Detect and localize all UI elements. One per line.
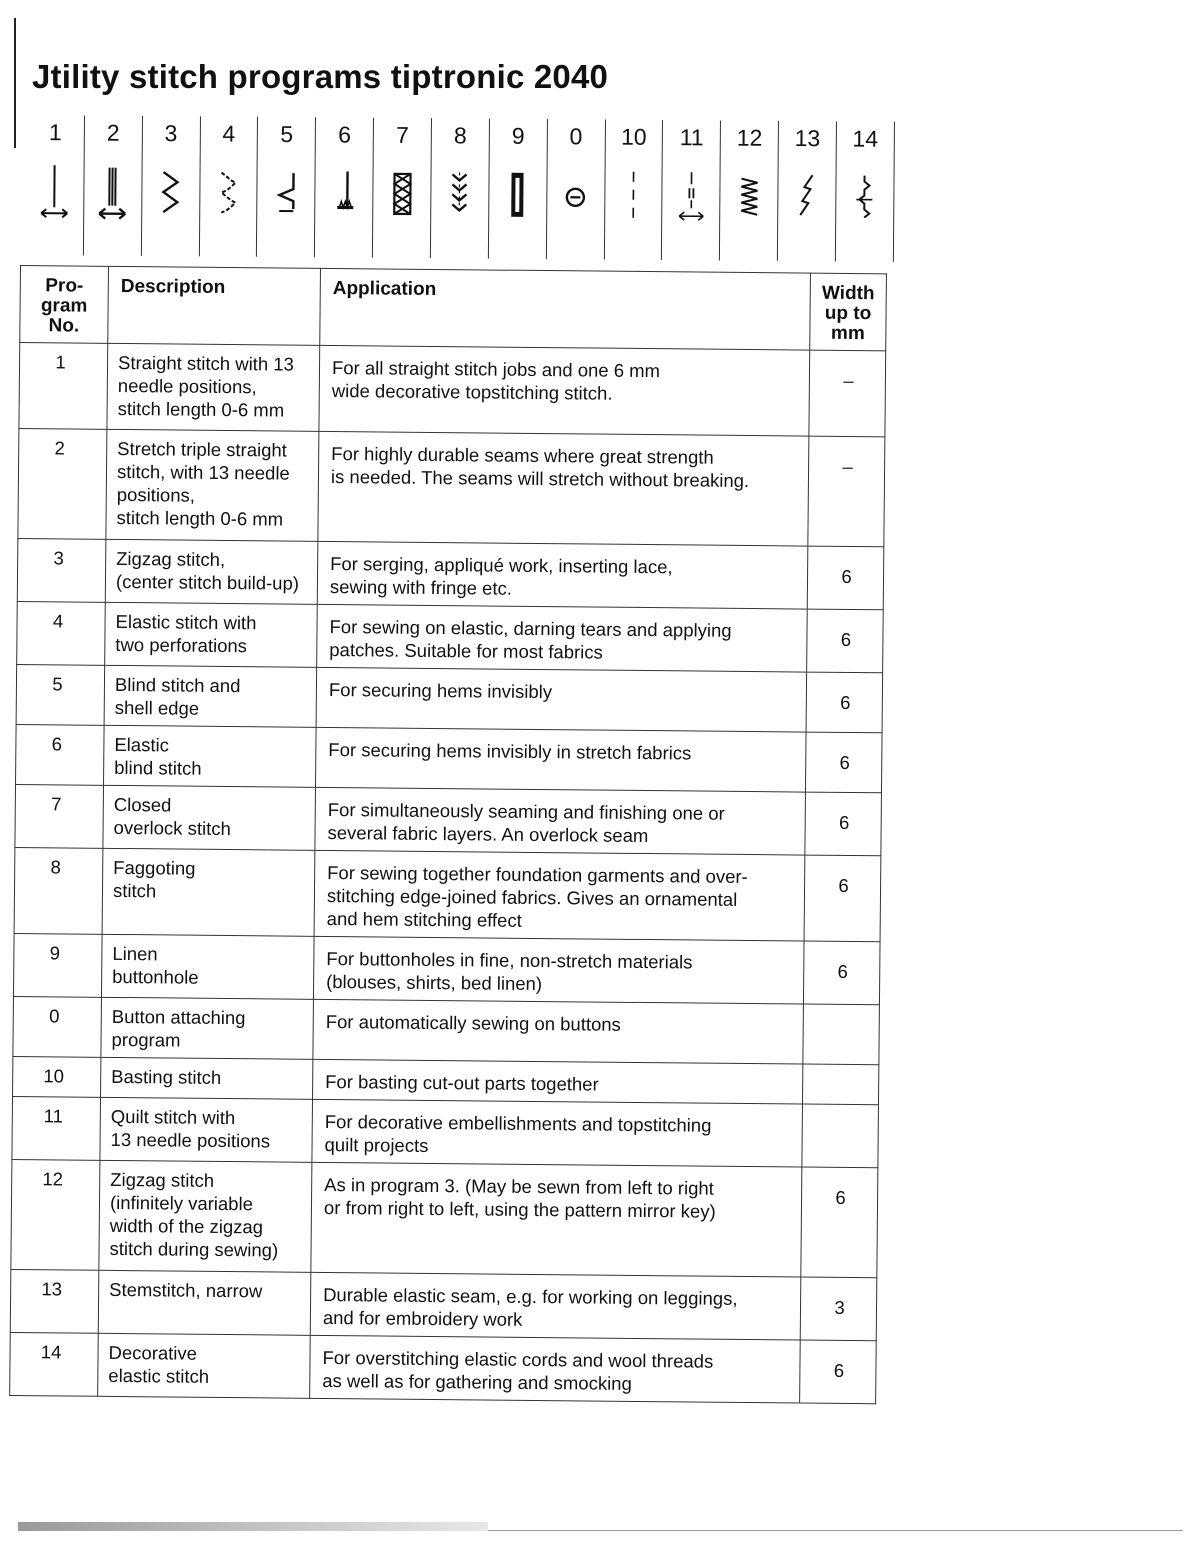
program-number: 9 bbox=[13, 933, 102, 997]
button-attach-icon bbox=[558, 163, 593, 227]
stitch-application: For basting cut-out parts together bbox=[313, 1059, 803, 1104]
basting-stitch-icon bbox=[616, 164, 651, 228]
stitch-application: For buttonholes in fine, non-stretch materials (blouses, shirts, bed linen) bbox=[313, 936, 804, 1004]
stitch-description: Closed overlock stitch bbox=[103, 785, 316, 850]
stitch-width bbox=[803, 1004, 880, 1065]
stitch-number: 11 bbox=[679, 124, 704, 151]
page-title: Jtility stitch programs tiptronic 2040 bbox=[32, 58, 609, 95]
stitch-cell-2 bbox=[84, 115, 143, 255]
table-row bbox=[18, 428, 885, 546]
stitch-number: 10 bbox=[620, 123, 647, 150]
stitch-number: 5 bbox=[280, 120, 294, 148]
table-row bbox=[15, 784, 882, 855]
stitch-width: 6 bbox=[801, 1167, 878, 1278]
program-number: 5 bbox=[16, 664, 105, 725]
stitch-description: Stretch triple straight stitch, with 13 needle positions, stitch length 0-6 mm bbox=[106, 429, 319, 541]
stitch-number: 1 bbox=[48, 119, 62, 146]
stitch-cell-0 bbox=[547, 119, 606, 259]
stitch-cell-14 bbox=[836, 121, 895, 261]
stitch-cell-3 bbox=[142, 116, 201, 256]
elastic-blind-stitch-icon bbox=[327, 161, 362, 225]
stitch-number: 4 bbox=[222, 120, 236, 147]
stitch-cell-7 bbox=[373, 118, 432, 258]
program-number: 11 bbox=[12, 1096, 101, 1160]
stitch-cell-11 bbox=[662, 120, 721, 260]
stitch-width: 3 bbox=[800, 1277, 877, 1341]
table-row bbox=[12, 1096, 879, 1167]
stitch-width: 6 bbox=[807, 546, 884, 610]
program-number: 0 bbox=[13, 996, 102, 1057]
quilt-stitch-icon bbox=[674, 164, 709, 228]
stitch-description: Zigzag stitch (infinitely variable width of the zigzag stitch during sewing) bbox=[99, 1160, 312, 1272]
stitch-description: Decorative elastic stitch bbox=[98, 1333, 311, 1398]
program-number: 10 bbox=[13, 1056, 101, 1097]
program-number: 3 bbox=[17, 538, 106, 602]
stitch-description: Basting stitch bbox=[101, 1057, 313, 1099]
stitch-description: Blind stitch and shell edge bbox=[104, 665, 317, 727]
stitch-number: 2 bbox=[106, 119, 120, 146]
stitch-cell-4 bbox=[199, 116, 258, 256]
stitch-application: For decorative embellishments and topstitching quilt projects bbox=[312, 1099, 803, 1167]
stitch-application: For highly durable seams where great strength is needed. The seams will stretch without breaking. bbox=[318, 431, 809, 546]
stitch-program-table bbox=[9, 265, 887, 1404]
stitch-description: Elastic blind stitch bbox=[104, 725, 317, 787]
stitch-cell-6 bbox=[315, 117, 374, 257]
stitch-cell-8 bbox=[431, 118, 490, 258]
header-application: Application bbox=[320, 268, 811, 350]
stitch-application: For securing hems invisibly in stretch fabrics bbox=[315, 727, 806, 792]
table-row bbox=[14, 847, 881, 941]
stitch-number: 8 bbox=[453, 122, 467, 149]
program-number: 2 bbox=[18, 428, 107, 539]
stitch-application: For automatically sewing on buttons bbox=[313, 999, 804, 1064]
header-description: Description bbox=[108, 266, 321, 345]
table-row bbox=[19, 343, 886, 437]
stitch-description: Faggoting stitch bbox=[102, 848, 315, 936]
page-margin-line bbox=[14, 18, 16, 148]
stitch-description: Linen buttonhole bbox=[101, 934, 314, 999]
program-number: 7 bbox=[15, 784, 104, 848]
stitch-description: Straight stitch with 13 needle positions, stitch length 0-6 mm bbox=[107, 343, 320, 431]
stitch-cell-10 bbox=[604, 120, 663, 260]
decorative-elastic-icon bbox=[848, 165, 883, 229]
stitch-width: – bbox=[808, 436, 885, 547]
stitch-width: 6 bbox=[803, 941, 880, 1005]
buttonhole-icon bbox=[500, 163, 535, 227]
stitch-cell-5 bbox=[257, 117, 316, 257]
stitch-number: 3 bbox=[164, 120, 178, 147]
stitch-width bbox=[802, 1104, 879, 1168]
stitch-description: Zigzag stitch, (center stitch build-up) bbox=[105, 539, 318, 604]
stitch-number: 12 bbox=[736, 124, 763, 151]
stitch-cell-9 bbox=[489, 119, 548, 259]
stitch-width: – bbox=[809, 350, 886, 437]
header-width: Width up to mm bbox=[810, 273, 887, 351]
stitch-description: Elastic stitch with two perforations bbox=[105, 602, 318, 667]
stitch-application: For sewing together foundation garments and over- stitching edge-joined fabrics. Gives an ornamental and hem stitching effect bbox=[314, 850, 805, 941]
table-row bbox=[17, 538, 884, 609]
table-row bbox=[13, 933, 880, 1004]
stitch-width: 6 bbox=[805, 732, 882, 793]
stitch-width bbox=[802, 1064, 878, 1105]
stitch-number: 0 bbox=[569, 123, 583, 150]
stitch-application: Durable elastic seam, e.g. for working on leggings, and for embroidery work bbox=[310, 1272, 801, 1340]
stitch-description: Button attaching program bbox=[101, 997, 314, 1059]
table-row bbox=[10, 1269, 877, 1340]
stitch-cell-12 bbox=[720, 120, 779, 260]
program-number: 6 bbox=[16, 724, 105, 785]
stitch-application: For overstitching elastic cords and wool threads as well as for gathering and smocking bbox=[310, 1335, 801, 1403]
program-number: 8 bbox=[14, 847, 103, 934]
stitch-width: 6 bbox=[806, 672, 883, 733]
table-row bbox=[11, 1159, 878, 1277]
table-row bbox=[16, 664, 883, 732]
table-row bbox=[10, 1332, 877, 1403]
stitch-cell-1 bbox=[26, 115, 85, 255]
program-number: 14 bbox=[10, 1332, 99, 1396]
stitch-number: 6 bbox=[338, 121, 352, 148]
faggoting-stitch-icon bbox=[443, 162, 478, 226]
program-number: 4 bbox=[17, 601, 106, 665]
program-number: 12 bbox=[11, 1159, 100, 1270]
stitch-description: Stemstitch, narrow bbox=[98, 1270, 311, 1335]
stitch-number: 9 bbox=[511, 122, 525, 149]
stitch-application: For serging, appliqué work, inserting lace, sewing with fringe etc. bbox=[317, 541, 808, 609]
triple-straight-stitch-icon bbox=[95, 160, 130, 224]
stitch-description: Quilt stitch with 13 needle positions bbox=[100, 1097, 313, 1162]
variable-zigzag-icon bbox=[732, 165, 767, 229]
stitch-application: For simultaneously seaming and finishing one or several fabric layers. An overlock seam bbox=[315, 787, 806, 855]
stitch-width: 6 bbox=[804, 855, 881, 942]
stitch-cell-13 bbox=[778, 121, 837, 261]
straight-stitch-icon bbox=[38, 159, 73, 223]
table-row bbox=[17, 601, 884, 672]
header-program-no: Pro- gram No. bbox=[20, 266, 109, 344]
stitch-symbol-strip bbox=[26, 115, 895, 262]
elastic-stitch-icon bbox=[211, 160, 246, 224]
program-number: 13 bbox=[10, 1269, 99, 1333]
table-row bbox=[13, 996, 880, 1064]
program-number: 1 bbox=[19, 343, 108, 430]
blind-stitch-icon bbox=[269, 161, 304, 225]
zigzag-stitch-icon bbox=[153, 160, 188, 224]
stitch-number: 14 bbox=[852, 125, 879, 152]
stitch-application: As in program 3. (May be sewn from left to right or from right to left, using the pattern mirror key) bbox=[311, 1162, 802, 1277]
stitch-application: For securing hems invisibly bbox=[316, 667, 807, 732]
table-row bbox=[16, 724, 883, 792]
stitch-number: 13 bbox=[794, 125, 821, 152]
overlock-stitch-icon bbox=[385, 162, 420, 226]
stitch-width: 6 bbox=[800, 1340, 877, 1404]
stitch-application: For all straight stitch jobs and one 6 mm wide decorative topstitching stitch. bbox=[319, 345, 810, 436]
stitch-width: 6 bbox=[805, 792, 882, 856]
stitch-application: For sewing on elastic, darning tears and applying patches. Suitable for most fabrics bbox=[317, 604, 808, 672]
stitch-number: 7 bbox=[395, 121, 409, 148]
stemstitch-icon bbox=[790, 165, 825, 229]
table-header-row bbox=[20, 266, 887, 351]
stitch-width: 6 bbox=[807, 609, 884, 673]
bottom-rule bbox=[18, 1522, 1183, 1534]
